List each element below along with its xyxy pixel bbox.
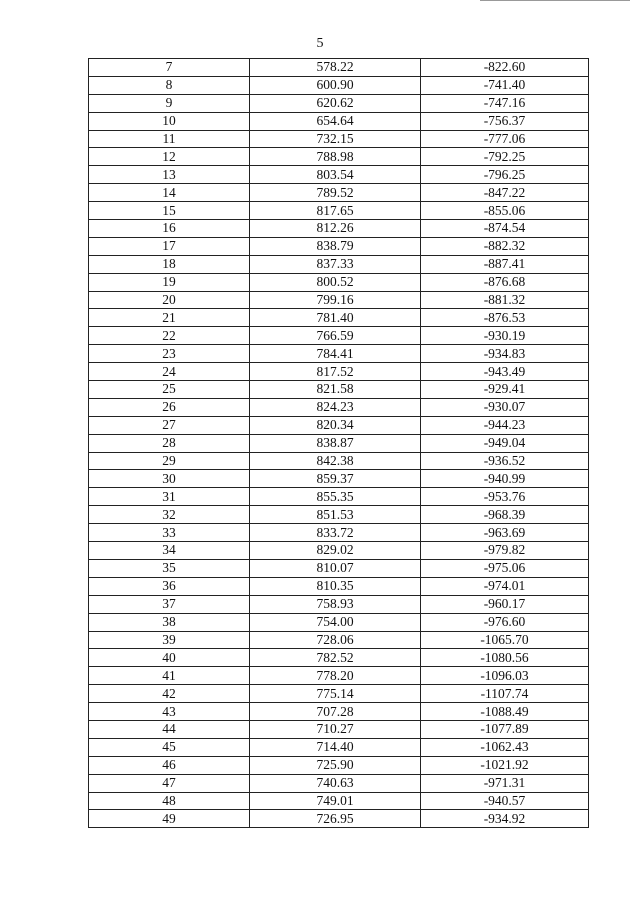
page-number: 5 (316, 36, 324, 51)
x-value-cell: 789.52 (250, 184, 421, 202)
y-value-cell: -741.40 (421, 76, 589, 94)
row-index-cell: 24 (89, 363, 250, 381)
row-index-cell: 19 (89, 273, 250, 291)
x-value-cell: 833.72 (250, 524, 421, 542)
table-row (89, 756, 589, 774)
row-index-cell: 39 (89, 631, 250, 649)
table-row (89, 166, 589, 184)
y-value-cell: -792.25 (421, 148, 589, 166)
x-value-cell: 725.90 (250, 756, 421, 774)
x-value-cell: 754.00 (250, 613, 421, 631)
y-value-cell: -756.37 (421, 112, 589, 130)
x-value-cell: 775.14 (250, 685, 421, 703)
x-value-cell: 838.79 (250, 237, 421, 255)
x-value-cell: 726.95 (250, 810, 421, 828)
table-row (89, 595, 589, 613)
x-value-cell: 810.35 (250, 577, 421, 595)
y-value-cell: -1021.92 (421, 756, 589, 774)
x-value-cell: 620.62 (250, 94, 421, 112)
x-value-cell: 829.02 (250, 542, 421, 560)
table-row (89, 309, 589, 327)
table-row (89, 220, 589, 238)
y-value-cell: -943.49 (421, 363, 589, 381)
row-index-cell: 49 (89, 810, 250, 828)
x-value-cell: 740.63 (250, 774, 421, 792)
x-value-cell: 784.41 (250, 345, 421, 363)
x-value-cell: 788.98 (250, 148, 421, 166)
y-value-cell: -936.52 (421, 452, 589, 470)
table-row (89, 363, 589, 381)
row-index-cell: 27 (89, 416, 250, 434)
table-row (89, 738, 589, 756)
y-value-cell: -940.57 (421, 792, 589, 810)
header-rule (480, 0, 630, 4)
x-value-cell: 821.58 (250, 381, 421, 399)
table-row (89, 273, 589, 291)
row-index-cell: 42 (89, 685, 250, 703)
x-value-cell: 707.28 (250, 703, 421, 721)
table-row (89, 631, 589, 649)
y-value-cell: -855.06 (421, 202, 589, 220)
table-row (89, 649, 589, 667)
x-value-cell: 842.38 (250, 452, 421, 470)
y-value-cell: -747.16 (421, 94, 589, 112)
row-index-cell: 41 (89, 667, 250, 685)
table-row (89, 255, 589, 273)
row-index-cell: 11 (89, 130, 250, 148)
row-index-cell: 8 (89, 76, 250, 94)
row-index-cell: 31 (89, 488, 250, 506)
x-value-cell: 778.20 (250, 667, 421, 685)
table-row (89, 488, 589, 506)
x-value-cell: 820.34 (250, 416, 421, 434)
table-row (89, 577, 589, 595)
table-row (89, 667, 589, 685)
x-value-cell: 837.33 (250, 255, 421, 273)
table-row (89, 470, 589, 488)
y-value-cell: -1065.70 (421, 631, 589, 649)
row-index-cell: 47 (89, 774, 250, 792)
y-value-cell: -971.31 (421, 774, 589, 792)
table-row (89, 112, 589, 130)
y-value-cell: -934.83 (421, 345, 589, 363)
y-value-cell: -1107.74 (421, 685, 589, 703)
table-row (89, 130, 589, 148)
y-value-cell: -930.19 (421, 327, 589, 345)
row-index-cell: 32 (89, 506, 250, 524)
table-row (89, 94, 589, 112)
row-index-cell: 38 (89, 613, 250, 631)
row-index-cell: 23 (89, 345, 250, 363)
y-value-cell: -968.39 (421, 506, 589, 524)
y-value-cell: -887.41 (421, 255, 589, 273)
table-row (89, 416, 589, 434)
x-value-cell: 803.54 (250, 166, 421, 184)
table-row (89, 184, 589, 202)
x-value-cell: 859.37 (250, 470, 421, 488)
y-value-cell: -953.76 (421, 488, 589, 506)
row-index-cell: 20 (89, 291, 250, 309)
table-row (89, 398, 589, 416)
table-row (89, 720, 589, 738)
table-body (89, 59, 589, 828)
row-index-cell: 43 (89, 703, 250, 721)
row-index-cell: 29 (89, 452, 250, 470)
x-value-cell: 600.90 (250, 76, 421, 94)
row-index-cell: 9 (89, 94, 250, 112)
table-row (89, 202, 589, 220)
row-index-cell: 21 (89, 309, 250, 327)
row-index-cell: 36 (89, 577, 250, 595)
row-index-cell: 33 (89, 524, 250, 542)
table-row (89, 542, 589, 560)
row-index-cell: 35 (89, 559, 250, 577)
y-value-cell: -976.60 (421, 613, 589, 631)
row-index-cell: 37 (89, 595, 250, 613)
y-value-cell: -929.41 (421, 381, 589, 399)
row-index-cell: 40 (89, 649, 250, 667)
y-value-cell: -1096.03 (421, 667, 589, 685)
row-index-cell: 16 (89, 220, 250, 238)
table-row (89, 452, 589, 470)
y-value-cell: -1080.56 (421, 649, 589, 667)
row-index-cell: 26 (89, 398, 250, 416)
x-value-cell: 810.07 (250, 559, 421, 577)
row-index-cell: 34 (89, 542, 250, 560)
y-value-cell: -930.07 (421, 398, 589, 416)
y-value-cell: -822.60 (421, 59, 589, 77)
y-value-cell: -940.99 (421, 470, 589, 488)
y-value-cell: -1062.43 (421, 738, 589, 756)
y-value-cell: -881.32 (421, 291, 589, 309)
y-value-cell: -934.92 (421, 810, 589, 828)
x-value-cell: 824.23 (250, 398, 421, 416)
x-value-cell: 812.26 (250, 220, 421, 238)
row-index-cell: 14 (89, 184, 250, 202)
y-value-cell: -979.82 (421, 542, 589, 560)
table-row (89, 327, 589, 345)
y-value-cell: -796.25 (421, 166, 589, 184)
y-value-cell: -777.06 (421, 130, 589, 148)
y-value-cell: -960.17 (421, 595, 589, 613)
x-value-cell: 766.59 (250, 327, 421, 345)
y-value-cell: -1088.49 (421, 703, 589, 721)
table-row (89, 381, 589, 399)
y-value-cell: -847.22 (421, 184, 589, 202)
row-index-cell: 48 (89, 792, 250, 810)
y-value-cell: -874.54 (421, 220, 589, 238)
table-row (89, 524, 589, 542)
x-value-cell: 714.40 (250, 738, 421, 756)
y-value-cell: -963.69 (421, 524, 589, 542)
table-row (89, 434, 589, 452)
table-row (89, 613, 589, 631)
row-index-cell: 45 (89, 738, 250, 756)
x-value-cell: 855.35 (250, 488, 421, 506)
row-index-cell: 10 (89, 112, 250, 130)
x-value-cell: 728.06 (250, 631, 421, 649)
table-row (89, 810, 589, 828)
row-index-cell: 22 (89, 327, 250, 345)
table-row (89, 237, 589, 255)
x-value-cell: 578.22 (250, 59, 421, 77)
x-value-cell: 710.27 (250, 720, 421, 738)
x-value-cell: 781.40 (250, 309, 421, 327)
table-row (89, 774, 589, 792)
x-value-cell: 800.52 (250, 273, 421, 291)
row-index-cell: 7 (89, 59, 250, 77)
row-index-cell: 44 (89, 720, 250, 738)
x-value-cell: 817.52 (250, 363, 421, 381)
row-index-cell: 28 (89, 434, 250, 452)
y-value-cell: -975.06 (421, 559, 589, 577)
x-value-cell: 782.52 (250, 649, 421, 667)
row-index-cell: 46 (89, 756, 250, 774)
row-index-cell: 15 (89, 202, 250, 220)
row-index-cell: 25 (89, 381, 250, 399)
x-value-cell: 654.64 (250, 112, 421, 130)
y-value-cell: -944.23 (421, 416, 589, 434)
x-value-cell: 749.01 (250, 792, 421, 810)
y-value-cell: -949.04 (421, 434, 589, 452)
y-value-cell: -876.68 (421, 273, 589, 291)
x-value-cell: 799.16 (250, 291, 421, 309)
table-row (89, 685, 589, 703)
row-index-cell: 18 (89, 255, 250, 273)
y-value-cell: -876.53 (421, 309, 589, 327)
table-row (89, 148, 589, 166)
row-index-cell: 17 (89, 237, 250, 255)
table-row (89, 792, 589, 810)
x-value-cell: 732.15 (250, 130, 421, 148)
row-index-cell: 13 (89, 166, 250, 184)
table-row (89, 291, 589, 309)
table-row (89, 559, 589, 577)
data-table (88, 58, 589, 828)
row-index-cell: 30 (89, 470, 250, 488)
x-value-cell: 817.65 (250, 202, 421, 220)
row-index-cell: 12 (89, 148, 250, 166)
x-value-cell: 851.53 (250, 506, 421, 524)
y-value-cell: -974.01 (421, 577, 589, 595)
table-row (89, 345, 589, 363)
table-row (89, 506, 589, 524)
x-value-cell: 838.87 (250, 434, 421, 452)
table-row (89, 703, 589, 721)
x-value-cell: 758.93 (250, 595, 421, 613)
table-row (89, 76, 589, 94)
y-value-cell: -1077.89 (421, 720, 589, 738)
table-row (89, 59, 589, 77)
y-value-cell: -882.32 (421, 237, 589, 255)
